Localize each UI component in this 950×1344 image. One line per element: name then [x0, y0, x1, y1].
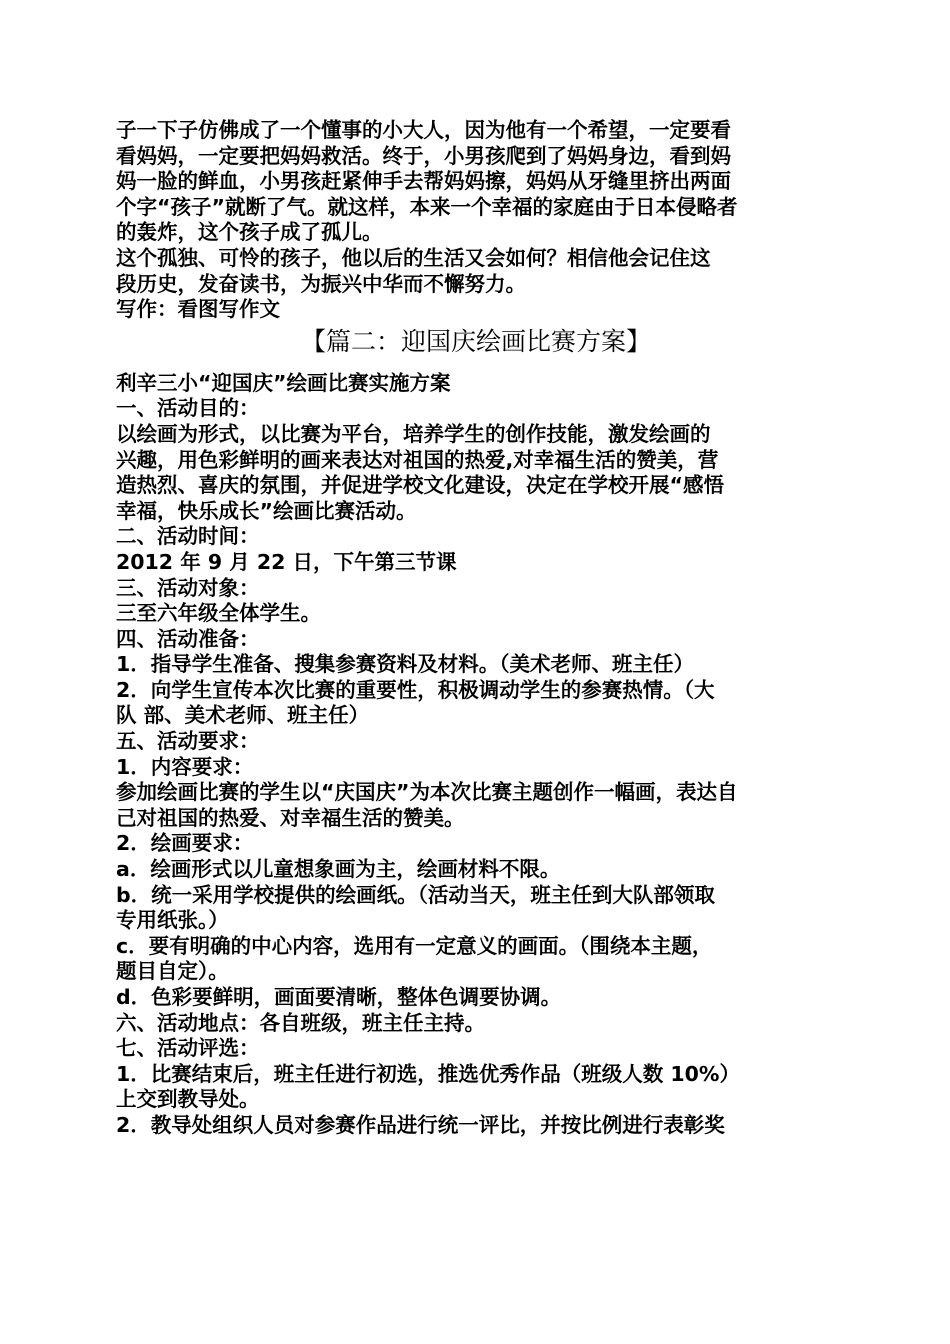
text-line: 造热烈、喜庆的氛围，并促进学校文化建设，决定在学校开展“感悟 — [116, 473, 724, 498]
story-closing-paragraph — [116, 246, 836, 297]
heading-location: 六、活动地点：各自班级，班主任主持。 — [116, 1010, 485, 1035]
text-line: c．要有明确的中心内容，选用有一定意义的画面。（围绕本主题， — [116, 933, 713, 958]
text-line: 看妈妈，一定要把妈妈救活。终于，小男孩爬到了妈妈身边，看到妈 — [116, 143, 731, 168]
text-line: 的轰炸，这个孩子成了孤儿。 — [116, 220, 383, 245]
text-line: 段历史，发奋读书，为振兴中华而不懈努力。 — [116, 271, 526, 296]
text-line: b．统一采用学校提供的绘画纸。（活动当天，班主任到大队部领取 — [116, 882, 715, 907]
heading-purpose: 一、活动目的： — [116, 396, 260, 421]
heading-preparation: 四、活动准备： — [116, 626, 260, 651]
text-line: 妈一脸的鲜血，小男孩赶紧伸手去帮妈妈擦，妈妈从牙缝里挤出两面 — [116, 169, 731, 194]
text-line: 幸福，快乐成长”绘画比赛活动。 — [116, 498, 417, 523]
text-line: 1．指导学生准备、搜集参赛资料及材料。（美术老师、班主任） — [116, 652, 695, 677]
text-line: 这个孤独、可怜的孩子，他以后的生活又会如何？相信他会记住这 — [116, 245, 711, 270]
text-line: 以绘画为形式，以比赛为平台，培养学生的创作技能，激发绘画的 — [116, 421, 711, 446]
document-page — [116, 118, 836, 1139]
plan-title: 利辛三小“迎国庆”绘画比赛实施方案 — [116, 370, 451, 395]
heading-participants: 三、活动对象： — [116, 575, 260, 600]
category-label: 写作：看图写作文 — [116, 297, 280, 322]
heading-judging: 七、活动评选： — [116, 1036, 260, 1061]
text-line: 上交到教导处。 — [116, 1087, 260, 1112]
text-line: 2．教导处组织人员对参赛作品进行统一评比，并按比例进行表彰奖 — [116, 1112, 725, 1137]
text-line: 参加绘画比赛的学生以“庆国庆”为本次比赛主题创作一幅画，表达自 — [116, 780, 738, 805]
text-line: 三至六年级全体学生。 — [116, 601, 321, 626]
text-line: 个字“孩子”就断了气。就这样，本来一个幸福的家庭由于日本侵略者 — [116, 194, 738, 219]
section-title: 【篇二：迎国庆绘画比赛方案】 — [300, 326, 651, 356]
text-line: 2．绘画要求： — [116, 831, 254, 856]
text-line: d．色彩要鲜明，画面要清晰，整体色调要协调。 — [116, 985, 562, 1009]
plan-body — [116, 371, 836, 1139]
text-line: 兴趣，用色彩鲜明的画来表达对祖国的热爱,对幸福生活的赞美，营 — [116, 447, 719, 472]
heading-requirements: 五、活动要求： — [116, 729, 260, 754]
text-line: 2012 年 9 月 22 日，下午第三节课 — [116, 549, 457, 574]
text-line: 1．内容要求： — [116, 754, 254, 779]
text-line: 专用纸张。） — [116, 908, 229, 933]
heading-time: 二、活动时间： — [116, 524, 260, 549]
text-line: 队 部、美术老师、班主任） — [116, 703, 370, 728]
text-line: 题目自定）。 — [116, 959, 229, 984]
text-line: 己对祖国的热爱、对幸福生活的赞美。 — [116, 805, 465, 830]
text-line: 2．向学生宣传本次比赛的重要性，积极调动学生的参赛热情。（大 — [116, 677, 715, 702]
text-line: 1．比赛结束后，班主任进行初选，推选优秀作品（班级人数 10%） — [116, 1061, 740, 1086]
text-line: 子一下子仿佛成了一个懂事的小大人，因为他有一个希望，一定要看 — [116, 118, 731, 142]
story-paragraph — [116, 118, 836, 246]
text-line: a．绘画形式以儿童想象画为主，绘画材料不限。 — [116, 857, 561, 882]
